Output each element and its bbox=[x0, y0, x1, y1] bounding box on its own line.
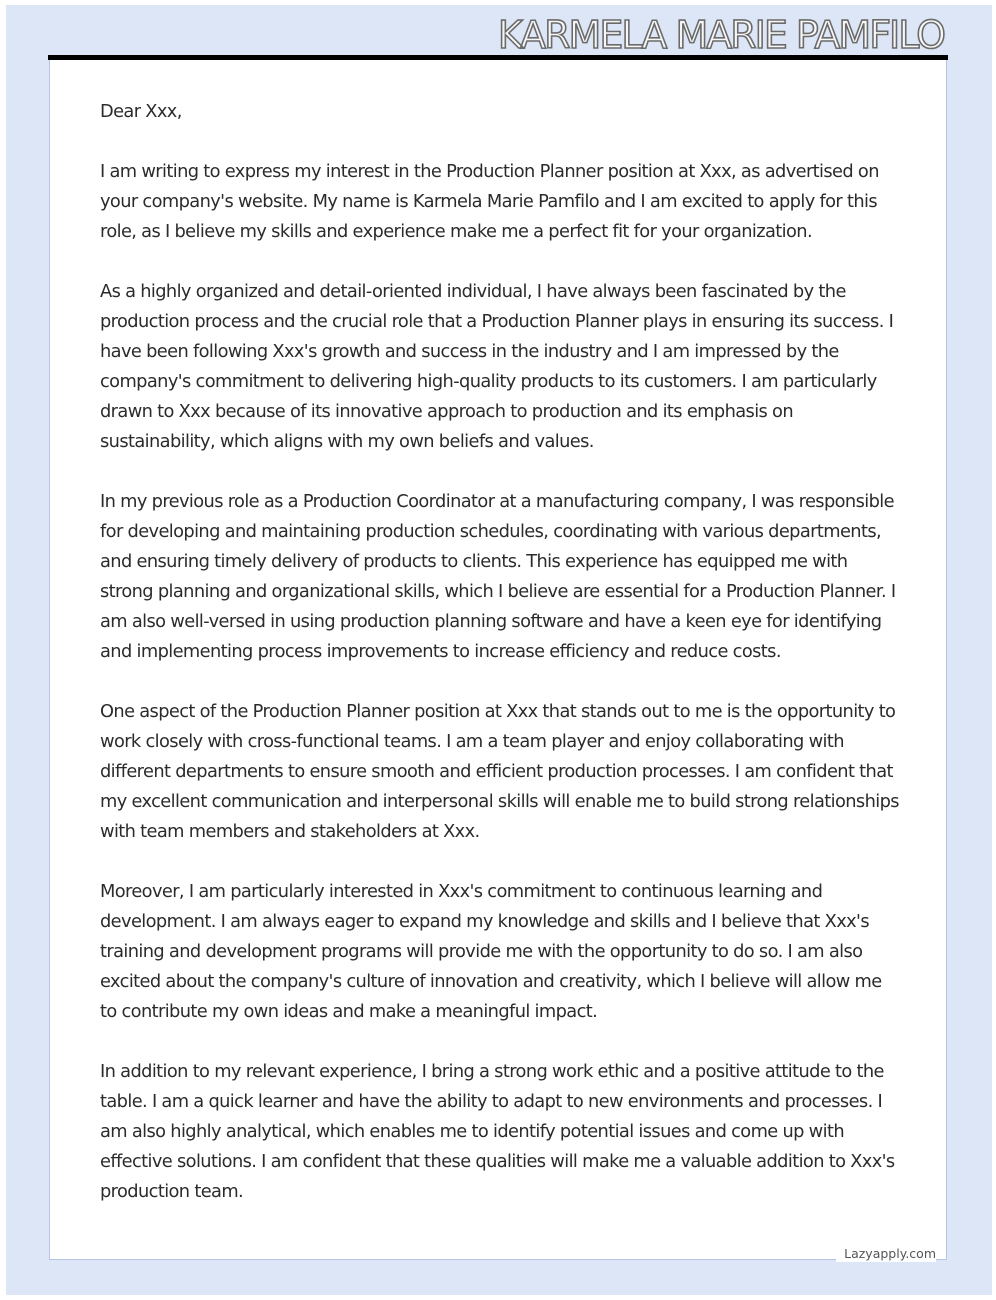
paragraph-experience: In my previous role as a Production Coordinator at a manufacturing company, I was responsible for developing and maintaining production schedules, coordinating with various departments, and ensuring timely delivery of products to clients. This experience has equipped me with strong planning and organizational skills, which I believe are essential for a Production Planner. I am also well-versed in using production planning software and have a keen eye for identifying and implementing process improvements to increase efficiency and reduce costs. bbox=[100, 491, 896, 662]
paragraph-intro: I am writing to express my interest in the Production Planner position at Xxx, as advertised on your company's website. My name is Karmela Marie Pamfilo and I am excited to apply for this role, as I believe my skills and experience make me a perfect fit for your organization. bbox=[100, 161, 879, 242]
watermark-link[interactable]: Lazyapply.com bbox=[836, 1246, 936, 1262]
applicant-name: KARMELA MARIE PAMFILO bbox=[497, 13, 944, 57]
paragraph-teamwork: One aspect of the Production Planner position at Xxx that stands out to me is the opportunity to work closely with cross-functional teams. I am a team player and enjoy collaborating with different departments to ensure smooth and efficient production processes. I am confident that my excellent communication and interpersonal skills will enable me to build strong relationships with team members and stakeholders at Xxx. bbox=[100, 701, 899, 842]
paragraph-development: Moreover, I am particularly interested in Xxx's commitment to continuous learning and development. I am always eager to expand my knowledge and skills and I believe that Xxx's training and development programs will provide me with the opportunity to do so. I am also excited about the company's culture of innovation and creativity, which I believe will allow me to contribute my own ideas and make a meaningful impact. bbox=[100, 881, 882, 1022]
paragraph-qualities: In addition to my relevant experience, I bring a strong work ethic and a positive attitude to the table. I am a quick learner and have the ability to adapt to new environments and processes. I am also highly analytical, which enables me to identify potential issues and come up with effective solutions. I am confident that these qualities will make me a valuable addition to Xxx's production team. bbox=[100, 1061, 895, 1202]
cover-letter-body bbox=[100, 97, 900, 1237]
salutation: Dear Xxx, bbox=[100, 101, 182, 122]
paragraph-motivation: As a highly organized and detail-oriented individual, I have always been fascinated by the production process and the crucial role that a Production Planner plays in ensuring its success. I have been following Xxx's growth and success in the industry and I am impressed by the company's commitment to delivering high-quality products to its customers. I am particularly drawn to Xxx because of its innovative approach to production and its emphasis on sustainability, which aligns with my own beliefs and values. bbox=[100, 281, 894, 452]
